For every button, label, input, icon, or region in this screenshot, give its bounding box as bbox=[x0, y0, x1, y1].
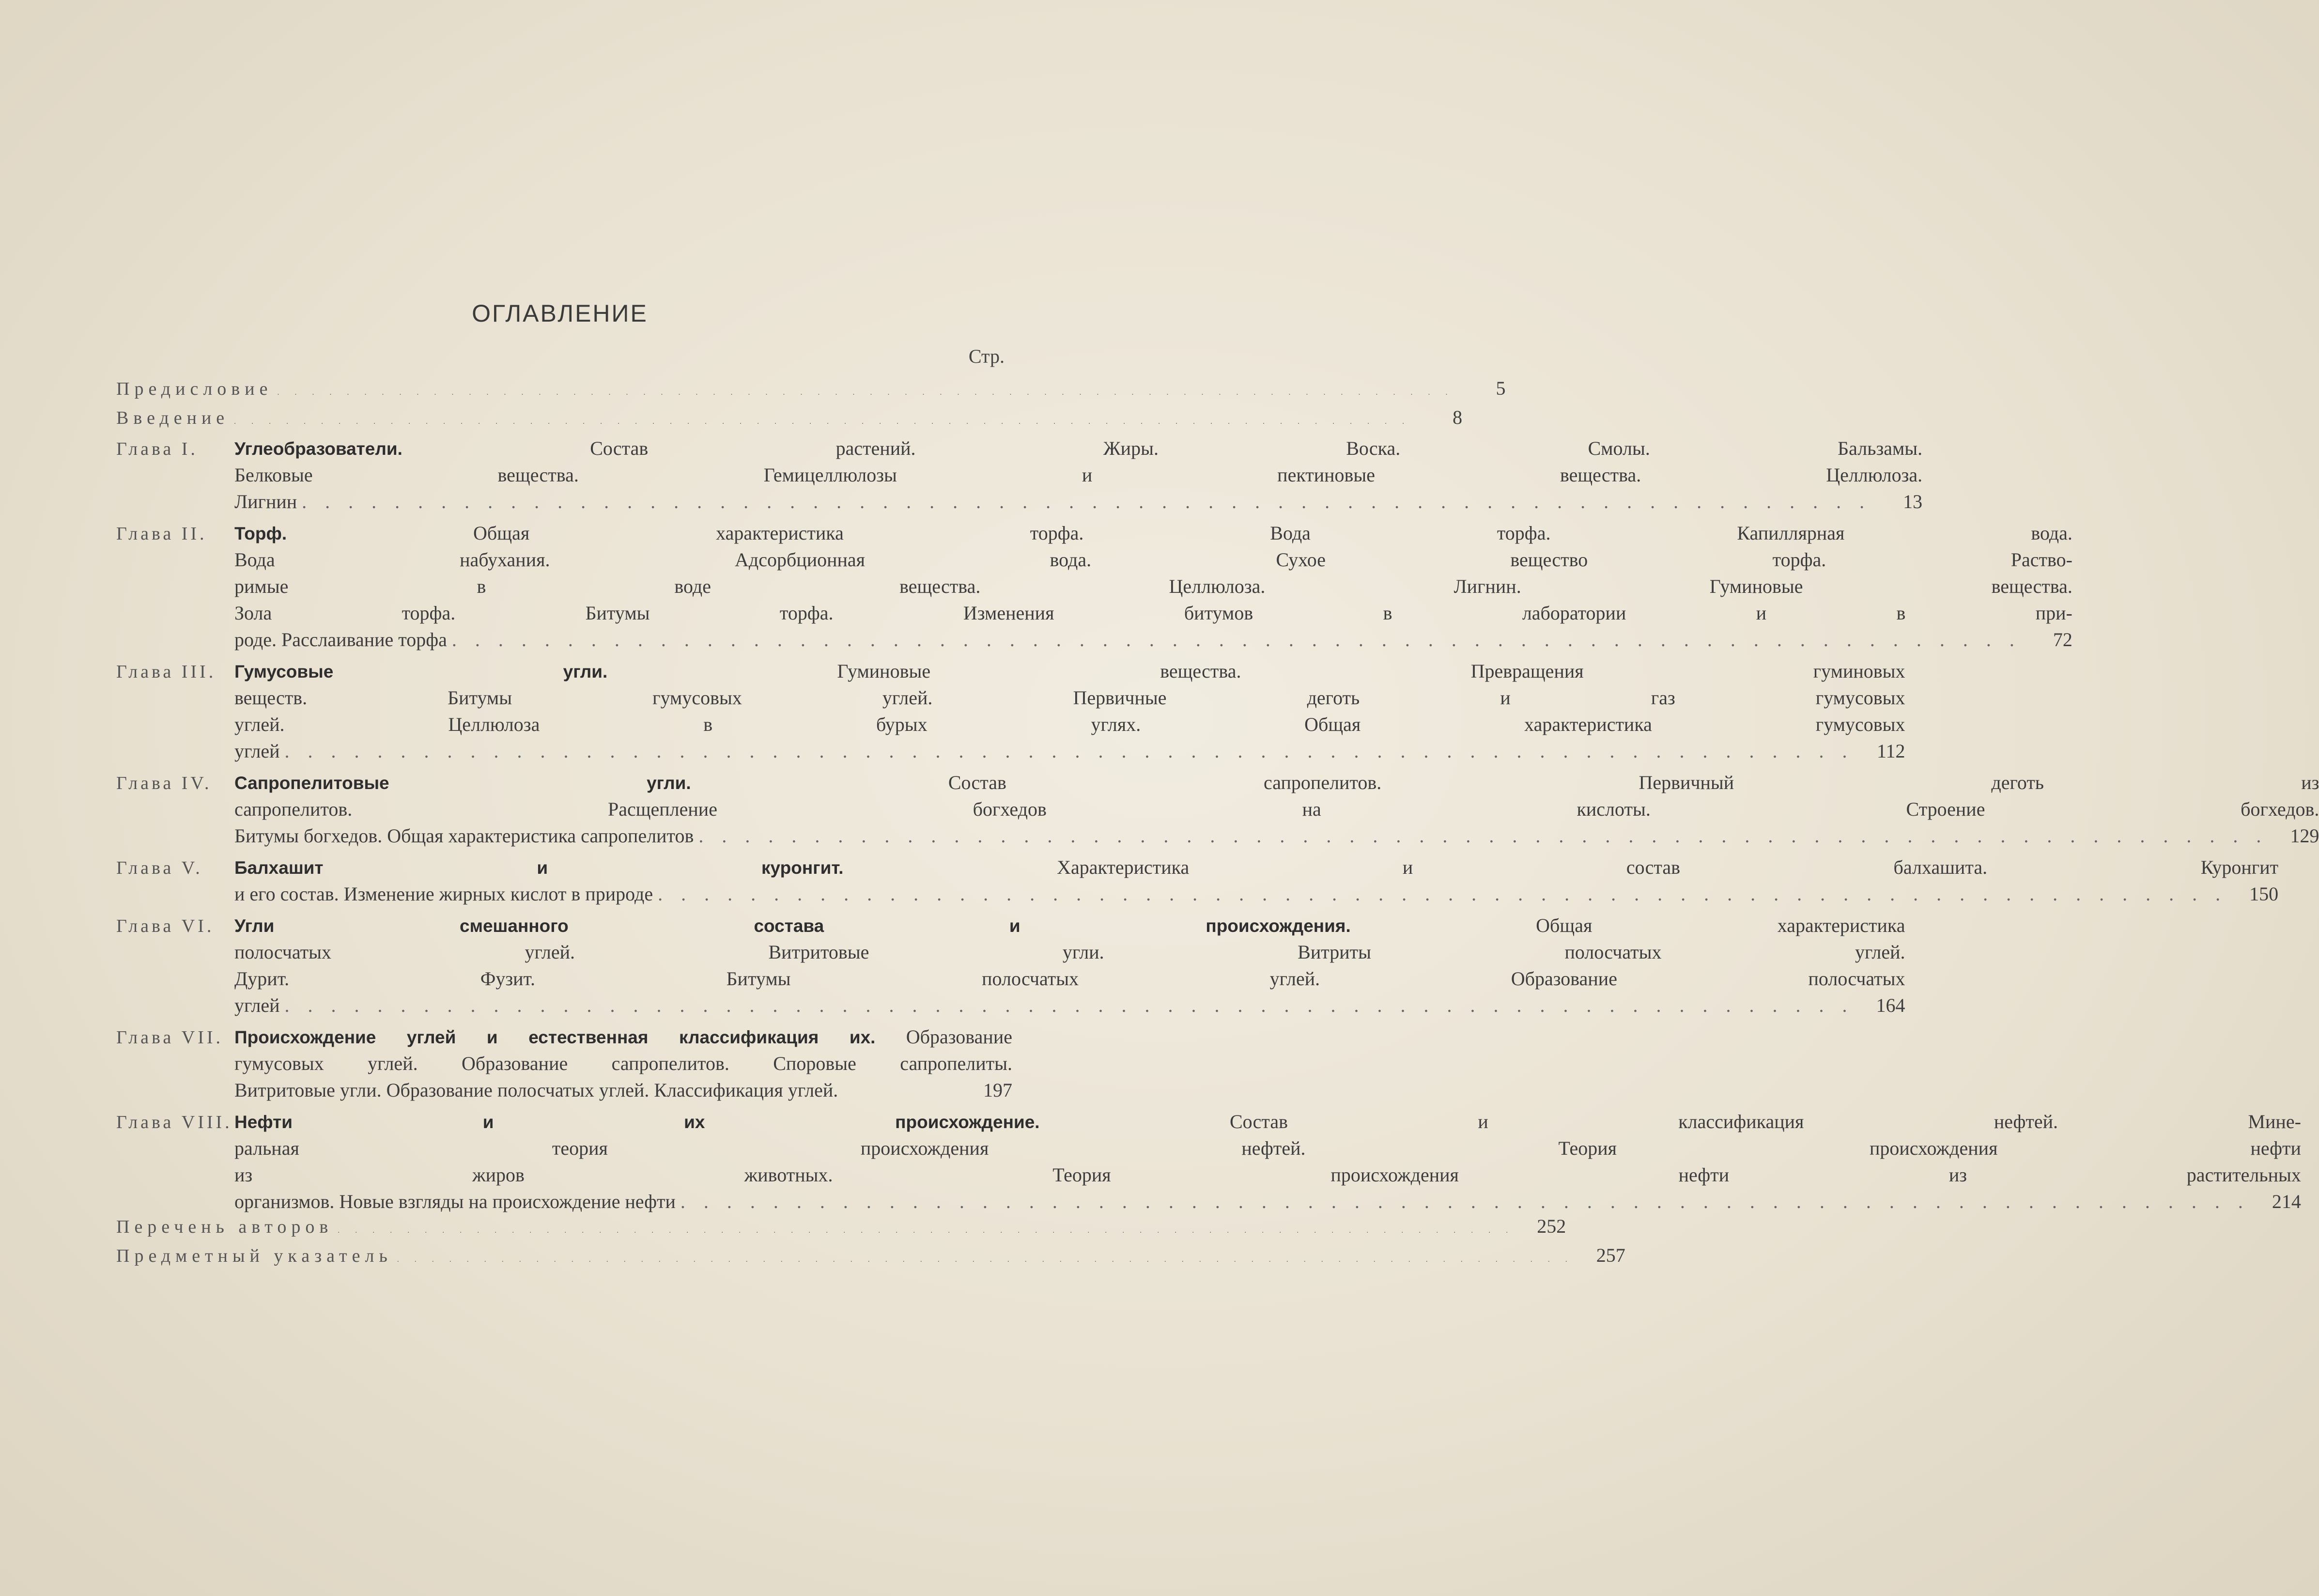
toc-entry-authors[interactable] bbox=[116, 1215, 1566, 1244]
chapter-label: Глава VIII. bbox=[116, 1112, 232, 1132]
chapter-title: Нефти и их происхождение. bbox=[234, 1112, 1040, 1132]
leader-dots: . . . . . . . . . . . . . . . . . . . . . . . . . . . . . . . . . . . . . . . . . . . . . . . . . . . . . . . . . . . . . . . . . . . . bbox=[302, 491, 1871, 512]
chapter-text-line: роде. Расслаивание торфа bbox=[234, 629, 447, 651]
chapter-text-line: Гуминовые вещества. Превращения гуминовых bbox=[837, 660, 1905, 682]
table-of-contents bbox=[116, 377, 2319, 1273]
chapter-text-line: организмов. Новые взгляды на происхождение нефти bbox=[234, 1191, 676, 1212]
chapter-text-line: Общая характеристика bbox=[1536, 914, 1905, 936]
toc-entry-title: Введение bbox=[116, 408, 230, 428]
toc-chapter-8[interactable] bbox=[116, 1108, 2301, 1215]
toc-page-number: 257 bbox=[1596, 1244, 1625, 1266]
chapter-text-line: Вода набухания. Адсорбционная вода. Сухое вещество торфа. Раство- bbox=[234, 549, 2072, 571]
toc-entry-title: Предисловие bbox=[116, 379, 273, 399]
leader-dots: . . . . . . . . . . . . . . . . . . . . . . . . . . . . . . . . . . . . . . . . . . . . . . . . . . . . . . . . . . . . . . . . . . . . bbox=[284, 740, 1854, 762]
toc-entry-introduction[interactable] bbox=[116, 406, 1463, 435]
toc-chapter-3[interactable] bbox=[116, 658, 1905, 764]
page-column-label: Стр. bbox=[968, 345, 1005, 367]
chapter-label: Глава II. bbox=[116, 524, 207, 544]
chapter-text-line: углей. Целлюлоза в бурых углях. Общая характеристика гумусовых bbox=[234, 713, 1905, 735]
chapter-text-line: Состав растений. Жиры. Воска. Смолы. Бальзамы. bbox=[590, 437, 1923, 459]
toc-page-number: 112 bbox=[1876, 740, 1905, 762]
leader-dots: . . . . . . . . . . . . . . . . . . . . . . . . . . . . . . . . . . . . . . . . . . . . . . . . . . . . . . . . . . . . . . . . . . . . bbox=[277, 388, 1454, 397]
chapter-text-line: Общая характеристика торфа. Вода торфа. Капиллярная вода. bbox=[473, 522, 2072, 544]
chapter-text-line: Образование bbox=[906, 1026, 1012, 1048]
toc-page-number: 214 bbox=[2272, 1191, 2301, 1212]
toc-entry-title: Перечень авторов bbox=[116, 1217, 333, 1237]
chapter-text-line: гумусовых углей. Образование сапропелитов. Споровые сапропелиты. bbox=[234, 1053, 1012, 1074]
chapter-text-line: Дурит. Фузит. Битумы полосчатых углей. Образование полосчатых bbox=[234, 968, 1905, 990]
chapter-label: Глава IV. bbox=[116, 773, 212, 793]
leader-dots: . . . . . . . . . . . . . . . . . . . . . . . . . . . . . . . . . . . . . . . . . . . . . . . . . . . . . . . . . . . . . . . . . . . . bbox=[338, 1226, 1515, 1235]
chapter-text-line: Битумы богхедов. Общая характеристика сапропелитов bbox=[234, 825, 694, 847]
chapter-text-line: сапропелитов. Расщепление богхедов на кислоты. Строение богхедов. bbox=[234, 798, 2319, 820]
toc-entry-title: Предметный указатель bbox=[116, 1246, 392, 1266]
chapter-text-line: Зола торфа. Битумы торфа. Изменения битумов в лаборатории и в при- bbox=[234, 602, 2072, 624]
toc-entry-subject-index[interactable] bbox=[116, 1244, 1625, 1273]
chapter-text-line: углей bbox=[234, 740, 280, 762]
chapter-label: Глава III. bbox=[116, 662, 216, 682]
toc-chapter-2[interactable] bbox=[116, 520, 2072, 653]
chapter-text-line: римые в воде вещества. Целлюлоза. Лигнин. Гуминовые вещества. bbox=[234, 575, 2072, 597]
leader-dots: . . . . . . . . . . . . . . . . . . . . . . . . . . . . . . . . . . . . . . . . . . . . . . . . . . . . . . . . . . . . . . . . . . . . bbox=[680, 1191, 2250, 1212]
chapter-text-line: веществ. Битумы гумусовых углей. Первичные деготь и газ гумусовых bbox=[234, 687, 1905, 709]
toc-page-number: 197 bbox=[983, 1079, 1012, 1101]
chapter-text-line: углей bbox=[234, 994, 280, 1016]
chapter-text-line: ральная теория происхождения нефтей. Теория происхождения нефти bbox=[234, 1137, 2301, 1159]
page-title: ОГЛАВЛЕНИЕ bbox=[472, 300, 648, 327]
leader-dots: . . . . . . . . . . . . . . . . . . . . . . . . . . . . . . . . . . . . . . . . . . . . . . . . . . . . . . . . . . . . . . . . . . . . bbox=[397, 1255, 1574, 1264]
leader-dots: . . . . . . . . . . . . . . . . . . . . . . . . . . . . . . . . . . . . . . . . . . . . . . . . . . . . . . . . . . . . . . . . . . . . bbox=[284, 994, 1854, 1016]
chapter-text-line: Состав и классификация нефтей. Мине- bbox=[1229, 1111, 2301, 1132]
chapter-text-line: из жиров животных. Теория происхождения нефти из растительных bbox=[234, 1164, 2301, 1186]
toc-entry-preface[interactable] bbox=[116, 377, 1506, 406]
toc-page-number: 13 bbox=[1903, 491, 1923, 512]
chapter-text-line: Состав сапропелитов. Первичный деготь из bbox=[948, 772, 2319, 793]
chapter-title: Происхождение углей и естественная классификация их. bbox=[234, 1027, 876, 1047]
toc-page-number: 8 bbox=[1453, 406, 1463, 428]
chapter-text-line: Характеристика и состав балхашита. Куронгит bbox=[1057, 856, 2279, 878]
leader-dots: . . . . . . . . . . . . . . . . . . . . . . . . . . . . . . . . . . . . . . . . . . . . . . . . . . . . . . . . . . . . . . . . . . . . bbox=[451, 629, 2021, 651]
chapter-title: Угли смешанного состава и происхождения. bbox=[234, 916, 1351, 936]
chapter-text-line: полосчатых углей. Витритовые угли. Витриты полосчатых углей. bbox=[234, 941, 1905, 963]
leader-dots: . . . . . . . . . . . . . . . . . . . . . . . . . . . . . . . . . . . . . . . . . . . . . . . . . . . . . . . . . . . . . . . . . . . . bbox=[658, 883, 2227, 905]
toc-page-number: 150 bbox=[2249, 883, 2279, 905]
leader-dots: . . . . . . . . . . . . . . . . . . . . . . . . . . . . . . . . . . . . . . . . . . . . . . . . . . . . . . . . . . . . . . . . . . . . bbox=[234, 418, 1411, 426]
chapter-title: Торф. bbox=[234, 524, 287, 543]
toc-page-number: 252 bbox=[1537, 1215, 1566, 1237]
chapter-title: Углеобразователи. bbox=[234, 439, 402, 459]
chapter-label: Глава VI. bbox=[116, 916, 215, 936]
chapter-title: Сапропелитовые угли. bbox=[234, 773, 691, 793]
chapter-text-line: Витритовые угли. Образование полосчатых углей. Классификация углей. bbox=[234, 1079, 838, 1101]
chapter-title: Гумусовые угли. bbox=[234, 662, 608, 682]
toc-chapter-6[interactable] bbox=[116, 912, 1905, 1019]
toc-page-number: 164 bbox=[1876, 994, 1905, 1016]
chapter-text-line: и его состав. Изменение жирных кислот в природе bbox=[234, 883, 653, 905]
leader-dots: . . . . . . . . . . . . . . . . . . . . . . . . . . . . . . . . . . . . . . . . . . . . . . . . . . . . . . . . . . . . . . . . . . . . bbox=[698, 825, 2268, 847]
toc-chapter-7[interactable] bbox=[116, 1023, 1012, 1103]
toc-page-number: 72 bbox=[2053, 629, 2072, 651]
chapter-label: Глава VII. bbox=[116, 1027, 223, 1048]
toc-page-number: 129 bbox=[2290, 825, 2319, 847]
toc-chapter-5[interactable] bbox=[116, 854, 2279, 907]
toc-page-number: 5 bbox=[1496, 377, 1506, 399]
chapter-label: Глава I. bbox=[116, 439, 198, 459]
chapter-label: Глава V. bbox=[116, 858, 203, 878]
chapter-text-line: Лигнин bbox=[234, 491, 297, 512]
toc-chapter-1[interactable] bbox=[116, 435, 1923, 515]
chapter-title: Балхашит и куронгит. bbox=[234, 858, 844, 878]
toc-chapter-4[interactable] bbox=[116, 769, 2319, 849]
chapter-text-line: Белковые вещества. Гемицеллюлозы и пектиновые вещества. Целлюлоза. bbox=[234, 464, 1923, 486]
